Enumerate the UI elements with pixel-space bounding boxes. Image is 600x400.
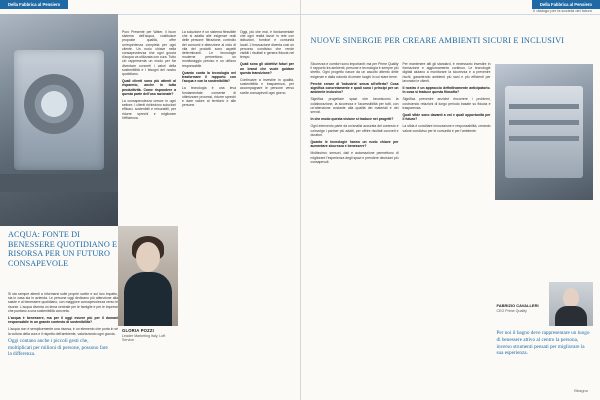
left-intro (8, 292, 118, 339)
left-header (0, 0, 300, 14)
industrial-photo (495, 64, 593, 200)
portrait-gloria-pozzi (118, 226, 178, 326)
left-col-4 (240, 30, 294, 95)
right-person-name: FABRIZIO CAVALLERI (496, 303, 539, 308)
beam-shape (0, 174, 118, 192)
right-question-3: Quanto le tecnologie hanno un ruolo chiave per aumentare sicurezza e benessere? (310, 140, 399, 149)
left-col-3 (182, 30, 236, 107)
page-number: Bbagno (574, 388, 588, 393)
left-article-title: ACQUA: FONTE DI BENESSERE QUOTIDIANO E RISORSA PER UN FUTURO CONSAPEVOLE (8, 230, 118, 268)
rack-line-2 (509, 120, 579, 125)
right-header-tab: Della Fabbrica al Pensiero (532, 0, 600, 9)
right-pull-quote: Per noi il bagno deve rappresentare un luogo di benessere attivo al centro la persona, inverso strumenti pensati per migliorare la sua esperienza. (496, 330, 590, 357)
right-col-a (311, 62, 399, 164)
left-person-name: GLORIA POZZI (122, 328, 155, 333)
right-article-title: NUOVE SINERGIE PER CREARE AMBIENTI SICURI E INCLUSIVI (310, 36, 565, 45)
right-person-credit (497, 303, 593, 313)
left-title-block (8, 230, 118, 268)
rack-line-1 (509, 104, 579, 109)
left-intro-text: Si sta sempre attenti a informarsi sulle proprie scelte e sul loro impatto, sia in casa sia in azienda. Le persone oggi dedicano più attenzione alla salute e al benessere quotidiano, con maggiore consapevolezza verso le risorse. L'acqua diventa un tema centrale per le famiglie e per le imprese che puntano a una sostenibilità concreta. (8, 292, 118, 313)
left-col-2 (122, 30, 176, 120)
portrait-shoulders (124, 272, 172, 326)
left-question-1: L'acqua è benessere, ma per il oggi essere più per il domani responsabile in un grande contesto di sostenibilità? (8, 316, 118, 325)
right-col-b-text: Per mantenere alti gli standard, è necessario investire in formazione e aggiornamento continuo. Le tecnologie digitali aiutano a monitorare la sicurezza e a prevenire rischi, garantendo ambienti più sani e più efficienti per lavoratori e clienti. (402, 62, 491, 83)
right-header-rule (301, 14, 600, 15)
left-answer-3: La tecnologia è una leva fondamentale: consente di ottimizzare processi, ridurre sprechi e dare valore al territorio e alle persone. (182, 86, 236, 108)
left-header-tab: Della Fabbrica al Pensiero (0, 0, 68, 9)
right-question-4: Il nostro è un approccio definitivamente anticipatorio. In cosa si traduce questa filosofia? (402, 86, 491, 95)
rack-shape (505, 86, 583, 178)
right-question-5: Quali sfide sono davanti a voi e quali opportunità per il futuro? (402, 113, 491, 122)
left-answer-4: Continuare a investire in qualità, sostenibilità e trasparenza, per accompagnare le persone verso scelte consapevoli ogni giorno. (240, 78, 294, 95)
right-page (301, 0, 600, 400)
left-question-3: Quanto conta la tecnologia nel trasformare il rapporto con l'acqua e con la sostenibilità? (182, 70, 236, 84)
right-header-subtitle: Il dialogo per la società del futuro (533, 8, 592, 13)
portrait-head (136, 242, 160, 272)
left-person-role: Leader Marketing Italy, Loft Service (122, 334, 166, 342)
right-answer-3: Moltissimo: sensori, dati e automazione permettono di migliorare l'esperienza degli spazi e prendere decisioni più consapevoli. (310, 151, 399, 164)
right-person-role: CEO Prime Quality (496, 309, 527, 313)
right-footer (301, 388, 600, 396)
right-col-b (403, 62, 491, 133)
left-pull-quote: Oggi contano anche i piccoli gesti che, moltiplicati per milioni di persone, possono fare la differenza. (8, 338, 108, 358)
left-question-4: Quali sono gli obiettivi futuri per un brand che vuole guidare questa transizione? (240, 62, 294, 75)
right-answer-1: Significa progettare spazi che favoriscono la collaborazione, la sicurezza e l'accessibilità per tutti, con un'attenzione costante alla qualità dei materiali e dei servizi. (310, 97, 399, 115)
left-col-2-text: Puro Presente per Water, il buon sistema dell'acqua, costituisce proposte qualità, offre un'esperienza completa per ogni cliente. Un ruolo chiave nella consapevolezza che ogni goccia d'acqua va utilizzata con cura. Tutto ciò rappresenta un modo per far diventare concreti i valori della sostenibilità e i bisogni del nostro quotidiano. (122, 30, 176, 77)
left-person-credit (122, 328, 178, 342)
left-question-2: Quali clienti sono più attenti al risparmio, anche in tutta produttività. Come rispondere a questa parte dell'uso razionale? (122, 79, 176, 96)
right-answer-4: Significa prevenire anziché rincorrere i problemi, costruendo relazioni di lungo periodo basate su fiducia e trasparenza. (402, 97, 491, 110)
right-answer-5: La sfida è conciliare innovazione e responsabilità, creando valore condiviso per le comunità e per l'ambiente. (402, 124, 491, 133)
left-col-4-text: Oggi, più che mai, è fondamentale che ogni realtà lavori in rete con istituzioni, fornitori e comunità locali. L'innovazione diventa così un percorso condiviso che rende visibili i risultati e genera fiducia nel tempo. (240, 30, 294, 60)
right-question-2: In che modo questa visione si traduce nei progetti? (310, 117, 394, 122)
factory-photo (0, 14, 118, 226)
gear-shape (24, 74, 84, 134)
right-answer-2: Ogni intervento parte da un'analisi accurata del contesto e coinvolge i partner più adatti, per offrire risultati concreti e duraturi. (310, 124, 399, 137)
left-col-3-text: La soluzione è un sistema flessibile che si adatta alle esigenze reali delle persone: filtrazione, controllo dei consumi e attenzione al ciclo di vita dei prodotti sono aspetti determinanti. Le tecnologie moderne permettono un monitoraggio preciso e un utilizzo responsabile. (182, 30, 236, 68)
right-question-1: Perché creare di 'Industria' senza all'offerta? Cosa significa concretamente e quali sono i principi per un ambiente inclusivo? (310, 81, 399, 95)
left-answer-2: La consapevolezza cresce in ogni settore. I clienti richiedono soluzioni efficaci, sostenibili e misurabili, per ridurre sprechi e migliorare l'efficienza. (122, 99, 176, 120)
left-answer-1: L'acqua non è semplicemente una risorsa, è un elemento che porta in sé la cultura della cura e il rispetto dell'ambiente, valorizzando ogni goccia. (8, 327, 118, 336)
right-intro: Sicurezza e comfort sono importanti: ma per Prime Quality il rapporto tra ambienti, persone e tecnologia è sempre più stretto. Ogni progetto nasce da un ascolto attento delle esigenze e dalla volontà di creare luoghi in cui stare bene. (310, 62, 399, 79)
right-header (301, 0, 600, 14)
rack-line-3 (509, 136, 579, 141)
